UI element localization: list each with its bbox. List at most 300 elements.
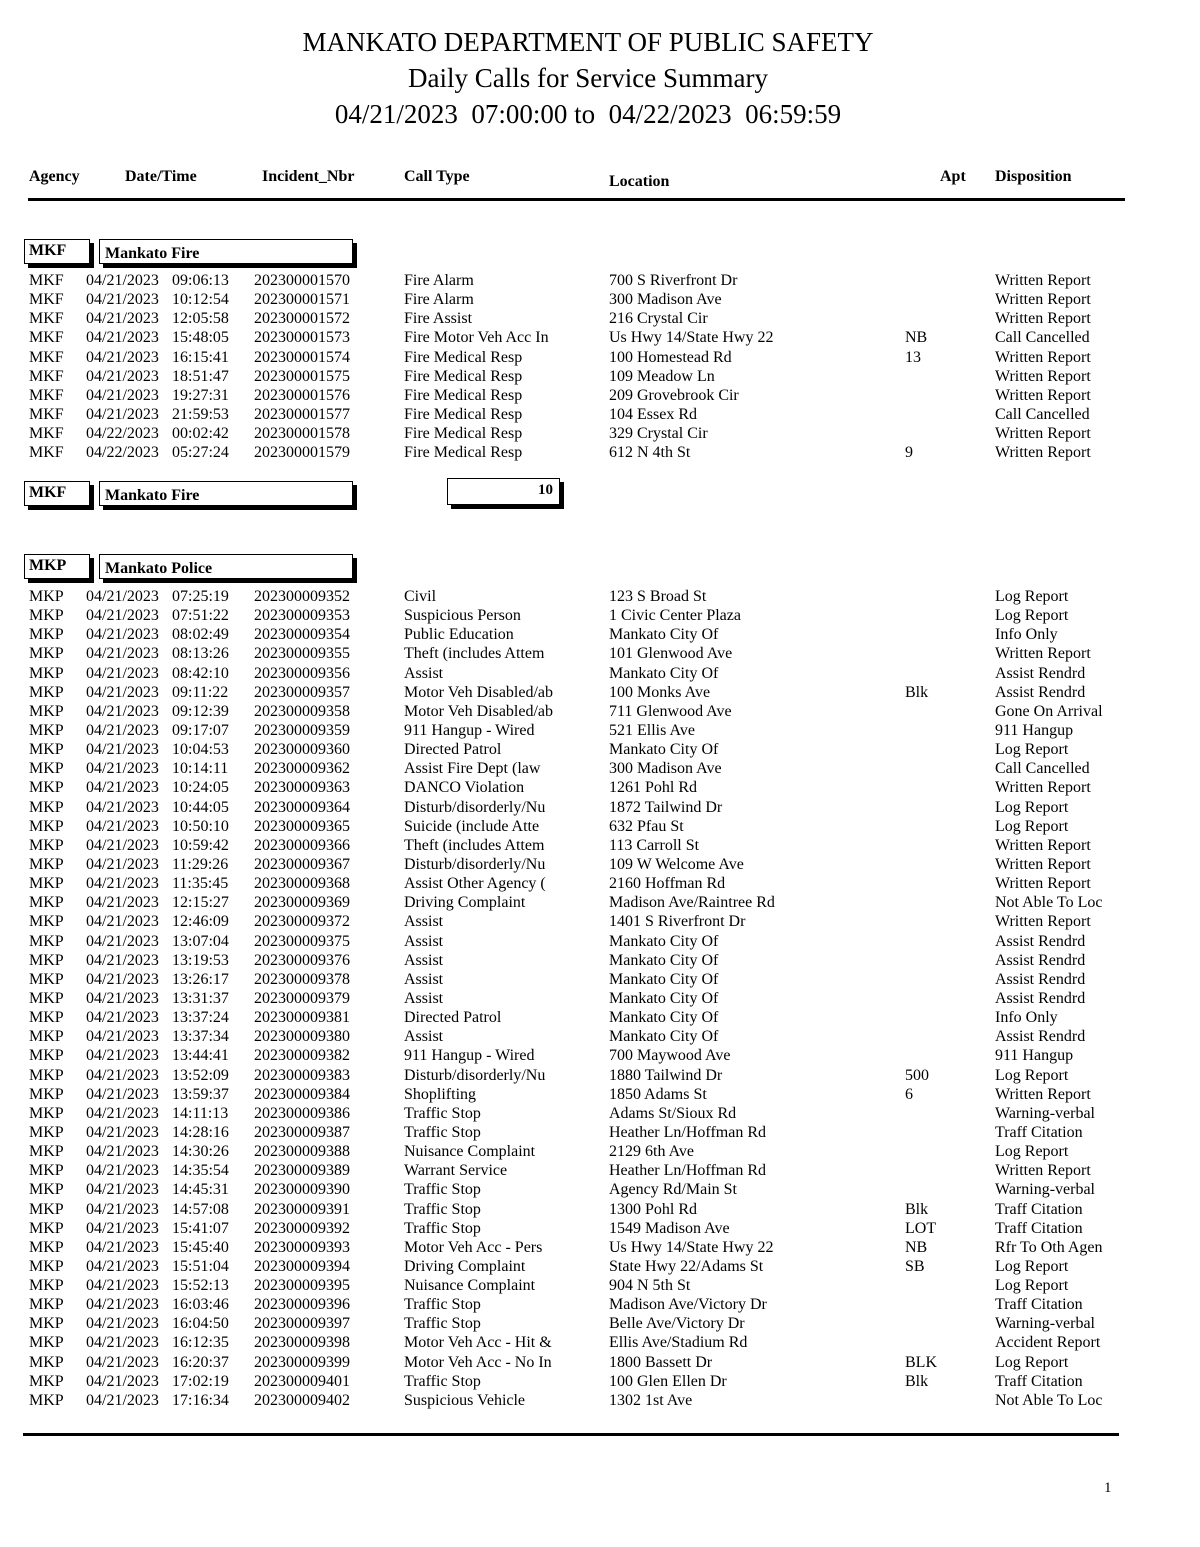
call-type-cell: Fire Medical Resp [404, 367, 523, 385]
agency-cell: MKP [29, 741, 64, 759]
disposition-cell: Log Report [995, 798, 1069, 816]
incident-cell: 202300009379 [254, 989, 350, 1007]
time-cell: 15:52:13 [172, 1277, 229, 1295]
disposition-cell: Not Able To Loc [995, 894, 1103, 912]
time-cell: 10:44:05 [172, 798, 229, 816]
disposition-cell: Written Report [995, 855, 1091, 873]
agency-cell: MKP [29, 1257, 64, 1275]
table-row [0, 1046, 1200, 1065]
disposition-cell: Log Report [995, 741, 1069, 759]
date-cell: 04/21/2023 [86, 1162, 159, 1180]
incident-cell: 202300009391 [254, 1200, 350, 1218]
apt-cell: LOT [905, 1219, 937, 1237]
time-cell: 10:59:42 [172, 836, 229, 854]
agency-cell: MKP [29, 1123, 64, 1141]
date-cell: 04/21/2023 [86, 607, 159, 625]
incident-cell: 202300009366 [254, 836, 350, 854]
date-cell: 04/21/2023 [86, 1334, 159, 1352]
call-type-cell: Assist Other Agency ( [404, 875, 546, 893]
call-type-cell: Traffic Stop [404, 1181, 481, 1199]
disposition-cell: Assist Rendrd [995, 989, 1086, 1007]
call-type-cell: Nuisance Complaint [404, 1277, 536, 1295]
time-cell: 13:37:24 [172, 1009, 229, 1027]
table-row [0, 1276, 1200, 1295]
date-cell: 04/21/2023 [86, 760, 159, 778]
call-type-cell: Fire Medical Resp [404, 405, 523, 423]
incident-cell: 202300009387 [254, 1123, 350, 1141]
incident-cell: 202300009364 [254, 798, 350, 816]
agency-cell: MKP [29, 989, 64, 1007]
time-cell: 10:04:53 [172, 741, 229, 759]
table-row [0, 1372, 1200, 1391]
report-title: MANKATO DEPARTMENT OF PUBLIC SAFETY [302, 27, 874, 57]
location-cell: 300 Madison Ave [609, 291, 722, 309]
disposition-cell: Written Report [995, 425, 1091, 443]
agency-cell: MKP [29, 1219, 64, 1237]
call-type-cell: Motor Veh Acc - Pers [404, 1238, 543, 1256]
time-cell: 05:27:24 [172, 444, 229, 462]
location-cell: Heather Ln/Hoffman Rd [609, 1123, 766, 1141]
fire-call-count: 10 [447, 478, 560, 505]
date-cell: 04/21/2023 [86, 626, 159, 644]
call-type-cell: Traffic Stop [404, 1372, 481, 1390]
disposition-cell: Written Report [995, 1085, 1091, 1103]
date-cell: 04/21/2023 [86, 291, 159, 309]
time-cell: 08:13:26 [172, 645, 229, 663]
agency-cell: MKP [29, 855, 64, 873]
table-row [0, 290, 1200, 309]
date-cell: 04/21/2023 [86, 1181, 159, 1199]
incident-cell: 202300009394 [254, 1257, 350, 1275]
time-cell: 14:45:31 [172, 1181, 229, 1199]
incident-cell: 202300001578 [254, 425, 350, 443]
incident-cell: 202300009362 [254, 760, 350, 778]
agency-cell: MKP [29, 970, 64, 988]
call-type-cell: Disturb/disorderly/Nu [404, 1066, 546, 1084]
table-row [0, 817, 1200, 836]
call-type-cell: DANCO Violation [404, 779, 525, 797]
location-cell: 2160 Hoffman Rd [609, 875, 726, 893]
location-cell: 904 N 5th St [609, 1277, 691, 1295]
column-header-apt: Apt [940, 168, 966, 185]
incident-cell: 202300009375 [254, 932, 350, 950]
agency-cell: MKP [29, 1085, 64, 1103]
agency-cell: MKP [29, 721, 64, 739]
table-row [0, 328, 1200, 347]
time-cell: 12:05:58 [172, 310, 229, 328]
location-cell: 109 W Welcome Ave [609, 855, 744, 873]
incident-cell: 202300009352 [254, 588, 350, 605]
disposition-cell: Info Only [995, 1009, 1058, 1027]
table-row [0, 309, 1200, 328]
date-cell: 04/21/2023 [86, 1143, 159, 1161]
incident-cell: 202300001571 [254, 291, 350, 309]
table-row [0, 702, 1200, 721]
time-cell: 12:15:27 [172, 894, 229, 912]
time-cell: 13:19:53 [172, 951, 229, 969]
call-type-cell: 911 Hangup - Wired [404, 721, 535, 739]
call-type-cell: Traffic Stop [404, 1315, 481, 1333]
disposition-cell: Traff Citation [995, 1219, 1083, 1237]
fire-calls-table [0, 271, 1200, 462]
apt-cell: NB [905, 1238, 928, 1256]
time-cell: 14:28:16 [172, 1123, 229, 1141]
date-cell: 04/21/2023 [86, 348, 159, 366]
disposition-cell: Written Report [995, 645, 1091, 663]
incident-cell: 202300009355 [254, 645, 350, 663]
location-cell: 209 Grovebrook Cir [609, 386, 739, 404]
time-cell: 08:02:49 [172, 626, 229, 644]
time-cell: 18:51:47 [172, 367, 229, 385]
incident-cell: 202300009388 [254, 1143, 350, 1161]
date-cell: 04/21/2023 [86, 779, 159, 797]
incident-cell: 202300009396 [254, 1296, 350, 1314]
date-cell: 04/21/2023 [86, 386, 159, 404]
time-cell: 15:51:04 [172, 1257, 229, 1275]
location-cell: 216 Crystal Cir [609, 310, 708, 328]
table-row [0, 893, 1200, 912]
agency-cell: MKP [29, 932, 64, 950]
call-type-cell: Fire Alarm [404, 291, 474, 309]
time-cell: 11:35:45 [172, 875, 229, 893]
date-cell: 04/21/2023 [86, 1085, 159, 1103]
apt-cell: Blk [905, 1372, 929, 1390]
call-type-cell: Motor Veh Acc - Hit & [404, 1334, 552, 1352]
agency-cell: MKF [29, 310, 64, 328]
agency-cell: MKP [29, 1104, 64, 1122]
agency-cell: MKP [29, 1181, 64, 1199]
date-cell: 04/21/2023 [86, 1315, 159, 1333]
call-type-cell: Fire Medical Resp [404, 386, 523, 404]
date-cell: 04/21/2023 [86, 405, 159, 423]
time-cell: 10:24:05 [172, 779, 229, 797]
time-cell: 17:02:19 [172, 1372, 229, 1390]
agency-cell: MKF [29, 348, 64, 366]
call-type-cell: Assist [404, 970, 444, 988]
time-cell: 16:20:37 [172, 1353, 229, 1371]
date-cell: 04/21/2023 [86, 310, 159, 328]
time-cell: 15:48:05 [172, 329, 229, 347]
apt-cell: SB [905, 1257, 925, 1275]
date-cell: 04/21/2023 [86, 817, 159, 835]
date-cell: 04/21/2023 [86, 645, 159, 663]
time-cell: 16:04:50 [172, 1315, 229, 1333]
incident-cell: 202300009392 [254, 1219, 350, 1237]
agency-cell: MKP [29, 588, 64, 605]
disposition-cell: Traff Citation [995, 1296, 1083, 1314]
call-type-cell: Nuisance Complaint [404, 1143, 536, 1161]
disposition-cell: Written Report [995, 1162, 1091, 1180]
table-row [0, 1104, 1200, 1123]
location-cell: 1261 Pohl Rd [609, 779, 698, 797]
incident-cell: 202300009399 [254, 1353, 350, 1371]
table-row [0, 405, 1200, 424]
agency-cell: MKP [29, 817, 64, 835]
location-cell: 632 Pfau St [609, 817, 684, 835]
date-cell: 04/21/2023 [86, 1219, 159, 1237]
disposition-cell: Assist Rendrd [995, 664, 1086, 682]
location-cell: 1850 Adams St [609, 1085, 707, 1103]
location-cell: 113 Carroll St [609, 836, 700, 854]
date-cell: 04/21/2023 [86, 1047, 159, 1065]
incident-cell: 202300009395 [254, 1277, 350, 1295]
date-cell: 04/21/2023 [86, 1028, 159, 1046]
time-cell: 16:12:35 [172, 1334, 229, 1352]
agency-cell: MKP [29, 1047, 64, 1065]
disposition-cell: Log Report [995, 588, 1069, 605]
location-cell: Mankato City Of [609, 970, 719, 988]
location-cell: 1401 S Riverfront Dr [609, 913, 746, 931]
call-type-cell: Motor Veh Acc - No In [404, 1353, 552, 1371]
agency-cell: MKP [29, 1162, 64, 1180]
incident-cell: 202300009357 [254, 683, 350, 701]
agency-cell: MKP [29, 836, 64, 854]
fire-footer-name-box: Mankato Fire [99, 481, 353, 506]
incident-cell: 202300009367 [254, 855, 350, 873]
column-header-location: Location [609, 173, 670, 190]
time-cell: 10:12:54 [172, 291, 229, 309]
table-row [0, 1353, 1200, 1372]
apt-cell: BLK [905, 1353, 937, 1371]
agency-cell: MKF [29, 386, 64, 404]
table-row [0, 874, 1200, 893]
date-cell: 04/21/2023 [86, 1238, 159, 1256]
location-cell: 100 Glen Ellen Dr [609, 1372, 727, 1390]
table-row [0, 836, 1200, 855]
time-cell: 12:46:09 [172, 913, 229, 931]
agency-cell: MKF [29, 329, 64, 347]
table-row [0, 1257, 1200, 1276]
time-cell: 13:44:41 [172, 1047, 229, 1065]
table-row [0, 759, 1200, 778]
table-row [0, 1066, 1200, 1085]
date-cell: 04/21/2023 [86, 1391, 159, 1409]
table-row [0, 932, 1200, 951]
apt-cell: Blk [905, 683, 929, 701]
time-cell: 10:50:10 [172, 817, 229, 835]
location-cell: 1549 Madison Ave [609, 1219, 730, 1237]
disposition-cell: Warning-verbal [995, 1315, 1095, 1333]
agency-cell: MKP [29, 779, 64, 797]
agency-cell: MKP [29, 645, 64, 663]
agency-cell: MKP [29, 1353, 64, 1371]
table-row [0, 1219, 1200, 1238]
date-cell: 04/21/2023 [86, 1104, 159, 1122]
location-cell: Madison Ave/Raintree Rd [609, 894, 775, 912]
table-row [0, 644, 1200, 663]
disposition-cell: Log Report [995, 607, 1069, 625]
location-cell: Us Hwy 14/State Hwy 22 [609, 329, 774, 347]
call-type-cell: Fire Medical Resp [404, 348, 523, 366]
call-type-cell: Suspicious Vehicle [404, 1391, 526, 1409]
date-cell: 04/21/2023 [86, 855, 159, 873]
call-type-cell: Directed Patrol [404, 1009, 502, 1027]
header-divider [28, 198, 1125, 201]
time-cell: 09:11:22 [172, 683, 229, 701]
incident-cell: 202300001579 [254, 444, 350, 462]
location-cell: Agency Rd/Main St [609, 1181, 737, 1199]
call-type-cell: Fire Medical Resp [404, 444, 523, 462]
table-row [0, 1008, 1200, 1027]
call-type-cell: Directed Patrol [404, 741, 502, 759]
agency-cell: MKP [29, 1334, 64, 1352]
agency-cell: MKP [29, 1238, 64, 1256]
incident-cell: 202300009365 [254, 817, 350, 835]
call-type-cell: Traffic Stop [404, 1296, 481, 1314]
date-cell: 04/21/2023 [86, 1353, 159, 1371]
column-header-agency: Agency [29, 168, 80, 185]
incident-cell: 202300001572 [254, 310, 350, 328]
incident-cell: 202300001573 [254, 329, 350, 347]
agency-cell: MKF [29, 405, 64, 423]
table-row [0, 1295, 1200, 1314]
disposition-cell: Gone On Arrival [995, 702, 1103, 720]
time-cell: 16:03:46 [172, 1296, 229, 1314]
call-type-cell: Assist [404, 951, 444, 969]
incident-cell: 202300009354 [254, 626, 350, 644]
date-cell: 04/21/2023 [86, 970, 159, 988]
time-cell: 07:25:19 [172, 588, 229, 605]
report-date-range: 04/21/2023 07:00:00 to 04/22/2023 06:59:59 [334, 99, 842, 129]
call-type-cell: Shoplifting [404, 1085, 477, 1103]
time-cell: 17:16:34 [172, 1391, 229, 1409]
call-type-cell: Fire Medical Resp [404, 425, 523, 443]
disposition-cell: Written Report [995, 348, 1091, 366]
disposition-cell: Written Report [995, 875, 1091, 893]
incident-cell: 202300009382 [254, 1047, 350, 1065]
call-type-cell: Assist [404, 1028, 444, 1046]
time-cell: 10:14:11 [172, 760, 229, 778]
location-cell: State Hwy 22/Adams St [609, 1257, 764, 1275]
location-cell: 109 Meadow Ln [609, 367, 715, 385]
incident-cell: 202300001576 [254, 386, 350, 404]
agency-cell: MKP [29, 875, 64, 893]
agency-cell: MKP [29, 1028, 64, 1046]
table-row [0, 989, 1200, 1008]
agency-cell: MKP [29, 1372, 64, 1390]
incident-cell: 202300009372 [254, 913, 350, 931]
time-cell: 14:57:08 [172, 1200, 229, 1218]
location-cell: 123 S Broad St [609, 588, 707, 605]
incident-cell: 202300009378 [254, 970, 350, 988]
incident-cell: 202300009356 [254, 664, 350, 682]
agency-cell: MKF [29, 425, 64, 443]
agency-cell: MKP [29, 1277, 64, 1295]
time-cell: 16:15:41 [172, 348, 229, 366]
call-type-cell: Assist Fire Dept (law [404, 760, 541, 778]
agency-cell: MKP [29, 1296, 64, 1314]
time-cell: 13:26:17 [172, 970, 229, 988]
table-row [0, 1333, 1200, 1352]
call-type-cell: Disturb/disorderly/Nu [404, 855, 546, 873]
disposition-cell: Warning-verbal [995, 1181, 1095, 1199]
table-row [0, 1085, 1200, 1104]
agency-cell: MKP [29, 702, 64, 720]
disposition-cell: Written Report [995, 272, 1091, 289]
table-row [0, 1238, 1200, 1257]
call-type-cell: Traffic Stop [404, 1104, 481, 1122]
column-header-calltype: Call Type [404, 168, 470, 185]
call-type-cell: Theft (includes Attem [404, 836, 545, 854]
agency-cell: MKP [29, 1009, 64, 1027]
date-cell: 04/21/2023 [86, 1123, 159, 1141]
disposition-cell: Call Cancelled [995, 760, 1090, 778]
location-cell: Adams St/Sioux Rd [609, 1104, 737, 1122]
call-type-cell: Driving Complaint [404, 1257, 526, 1275]
location-cell: Mankato City Of [609, 626, 719, 644]
table-row [0, 348, 1200, 367]
police-agency-name-box: Mankato Police [99, 554, 353, 579]
location-cell: 521 Ellis Ave [609, 721, 695, 739]
agency-cell: MKP [29, 913, 64, 931]
time-cell: 15:41:07 [172, 1219, 229, 1237]
agency-cell: MKP [29, 683, 64, 701]
agency-cell: MKP [29, 1200, 64, 1218]
date-cell: 04/21/2023 [86, 664, 159, 682]
time-cell: 14:35:54 [172, 1162, 229, 1180]
date-cell: 04/21/2023 [86, 702, 159, 720]
column-header-datetime: Date/Time [125, 168, 197, 185]
call-type-cell: Suspicious Person [404, 607, 521, 625]
time-cell: 14:30:26 [172, 1143, 229, 1161]
location-cell: 300 Madison Ave [609, 760, 722, 778]
agency-cell: MKF [29, 367, 64, 385]
disposition-cell: Call Cancelled [995, 329, 1090, 347]
incident-cell: 202300009376 [254, 951, 350, 969]
call-type-cell: 911 Hangup - Wired [404, 1047, 535, 1065]
date-cell: 04/21/2023 [86, 1200, 159, 1218]
table-row [0, 798, 1200, 817]
location-cell: Mankato City Of [609, 664, 719, 682]
time-cell: 15:45:40 [172, 1238, 229, 1256]
date-cell: 04/21/2023 [86, 683, 159, 701]
date-cell: 04/21/2023 [86, 836, 159, 854]
call-type-cell: Fire Motor Veh Acc In [404, 329, 549, 347]
apt-cell: Blk [905, 1200, 929, 1218]
time-cell: 13:59:37 [172, 1085, 229, 1103]
call-type-cell: Warrant Service [404, 1162, 508, 1180]
incident-cell: 202300001574 [254, 348, 350, 366]
table-row [0, 1391, 1200, 1410]
fire-agency-code-box: MKF [24, 239, 90, 264]
location-cell: 101 Glenwood Ave [609, 645, 733, 663]
date-cell: 04/21/2023 [86, 894, 159, 912]
date-cell: 04/21/2023 [86, 367, 159, 385]
date-cell: 04/21/2023 [86, 272, 159, 289]
location-cell: 329 Crystal Cir [609, 425, 708, 443]
table-row [0, 367, 1200, 386]
location-cell: 700 Maywood Ave [609, 1047, 731, 1065]
disposition-cell: Traff Citation [995, 1123, 1083, 1141]
location-cell: Mankato City Of [609, 932, 719, 950]
location-cell: 1800 Bassett Dr [609, 1353, 713, 1371]
time-cell: 07:51:22 [172, 607, 229, 625]
time-cell: 13:07:04 [172, 932, 229, 950]
agency-cell: MKP [29, 607, 64, 625]
table-row [0, 951, 1200, 970]
date-cell: 04/21/2023 [86, 741, 159, 759]
agency-cell: MKP [29, 760, 64, 778]
agency-cell: MKP [29, 664, 64, 682]
call-type-cell: Assist [404, 932, 444, 950]
location-cell: 2129 6th Ave [609, 1143, 695, 1161]
call-type-cell: Civil [404, 588, 437, 605]
incident-cell: 202300009380 [254, 1028, 350, 1046]
location-cell: Mankato City Of [609, 951, 719, 969]
incident-cell: 202300009353 [254, 607, 350, 625]
disposition-cell: Written Report [995, 779, 1091, 797]
apt-cell: NB [905, 329, 928, 347]
